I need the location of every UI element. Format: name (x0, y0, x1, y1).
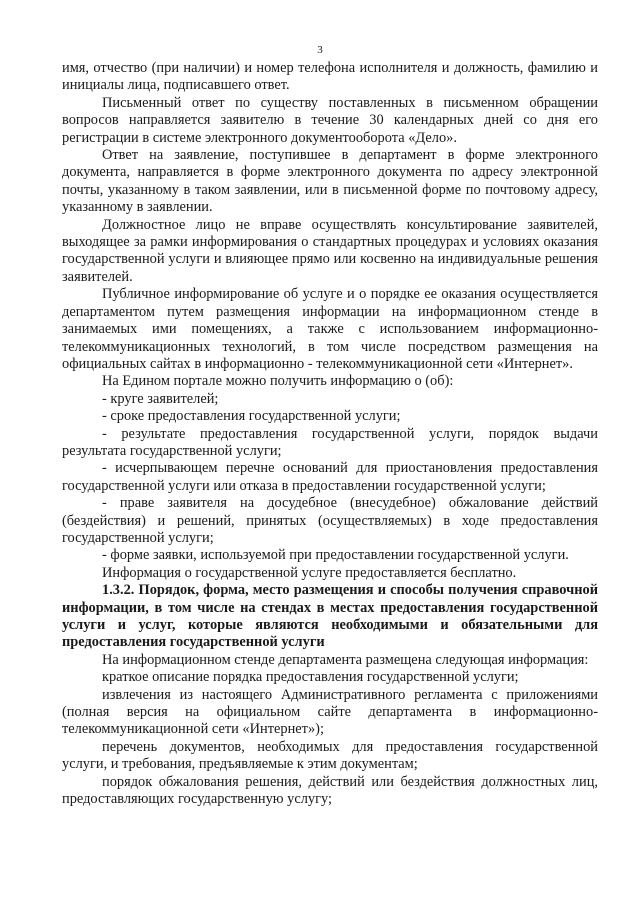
list-item-applicants: - круге заявителей; (102, 390, 219, 407)
list-item-appeal-procedure: порядок обжалования решения, действий или бездействия должностных лиц, предоставляющих государственную услугу; (62, 773, 598, 808)
document-body (62, 60, 598, 808)
paragraph-public-informing: Публичное информирование об услуге и о порядке ее оказания осуществляется департаментом путем размещения информации на информационном стенде в занимаемых ими помещениях, а также с использованием информационно-телекоммуникационных технологий, в том числе посредством размещения на официальных сайтах в информационно - телекоммуникационной сети «Интернет». (62, 286, 598, 372)
paragraph-electronic-response: Ответ на заявление, поступившее в департамент в форме электронного документа, направляется в форме электронного документа по адресу электронной почты, указанному в таком заявлении, или в письменной форме по почтовому адресу, указанному в заявлении. (62, 147, 598, 216)
paragraph-info-stand: На информационном стенде департамента размещена следующая информация: (102, 651, 589, 668)
list-item-documents-list: перечень документов, необходимых для предоставления государственной услуги, и требования, предъявляемые к этим документам; (62, 738, 598, 773)
paragraph-free-of-charge: Информация о государственной услуге предоставляется бесплатно. (102, 564, 517, 581)
list-item-regulation-excerpts: извлечения из настоящего Административного регламента с приложениями (полная версия на официальном сайте департамента в информационно-телекоммуникационной сети «Интернет»); (62, 686, 598, 738)
page-number: 3 (317, 44, 323, 56)
list-item-short-description: краткое описание порядка предоставления государственной услуги; (102, 669, 519, 686)
list-item-result: - результате предоставления государственной услуги, порядок выдачи результата государственной услуги; (62, 425, 598, 459)
list-item-appeal-right: - праве заявителя на досудебное (внесудебное) обжалование действий (бездействия) и решений, принятых (осуществляемых) в ходе предоставления государственной услуги; (62, 495, 598, 546)
paragraph-unified-portal: На Едином портале можно получить информацию о (об): (102, 373, 454, 390)
paragraph-response-signer: имя, отчество (при наличии) и номер телефона исполнителя и должность, фамилию и инициалы лица, подписавшего ответ. (62, 60, 598, 94)
list-item-application-form: - форме заявки, используемой при предоставлении государственной услуги. (102, 547, 569, 564)
section-heading-1-3-2: 1.3.2. Порядок, форма, место размещения и способы получения справочной информации, в том числе на стендах в местах предоставления государственной услуги и услуг, которые являются необходимыми и обязательными для предоставления государственной услуги (62, 582, 598, 651)
paragraph-written-response-term: Письменный ответ по существу поставленных в письменном обращении вопросов направляется заявителю в течение 30 календарных дней со дня его регистрации в системе электронного документооборота «Дело». (62, 94, 598, 146)
paragraph-consulting-limits: Должностное лицо не вправе осуществлять консультирование заявителей, выходящее за рамки информирования о стандартных процедурах и условиях оказания государственной услуги и влияющее прямо или косвенно на индивидуальные решения заявителей. (62, 216, 598, 285)
list-item-grounds: - исчерпывающем перечне оснований для приостановления предоставления государственной услуги или отказа в предоставлении государственной услуги; (62, 460, 598, 494)
list-item-term: - сроке предоставления государственной услуги; (102, 408, 401, 425)
